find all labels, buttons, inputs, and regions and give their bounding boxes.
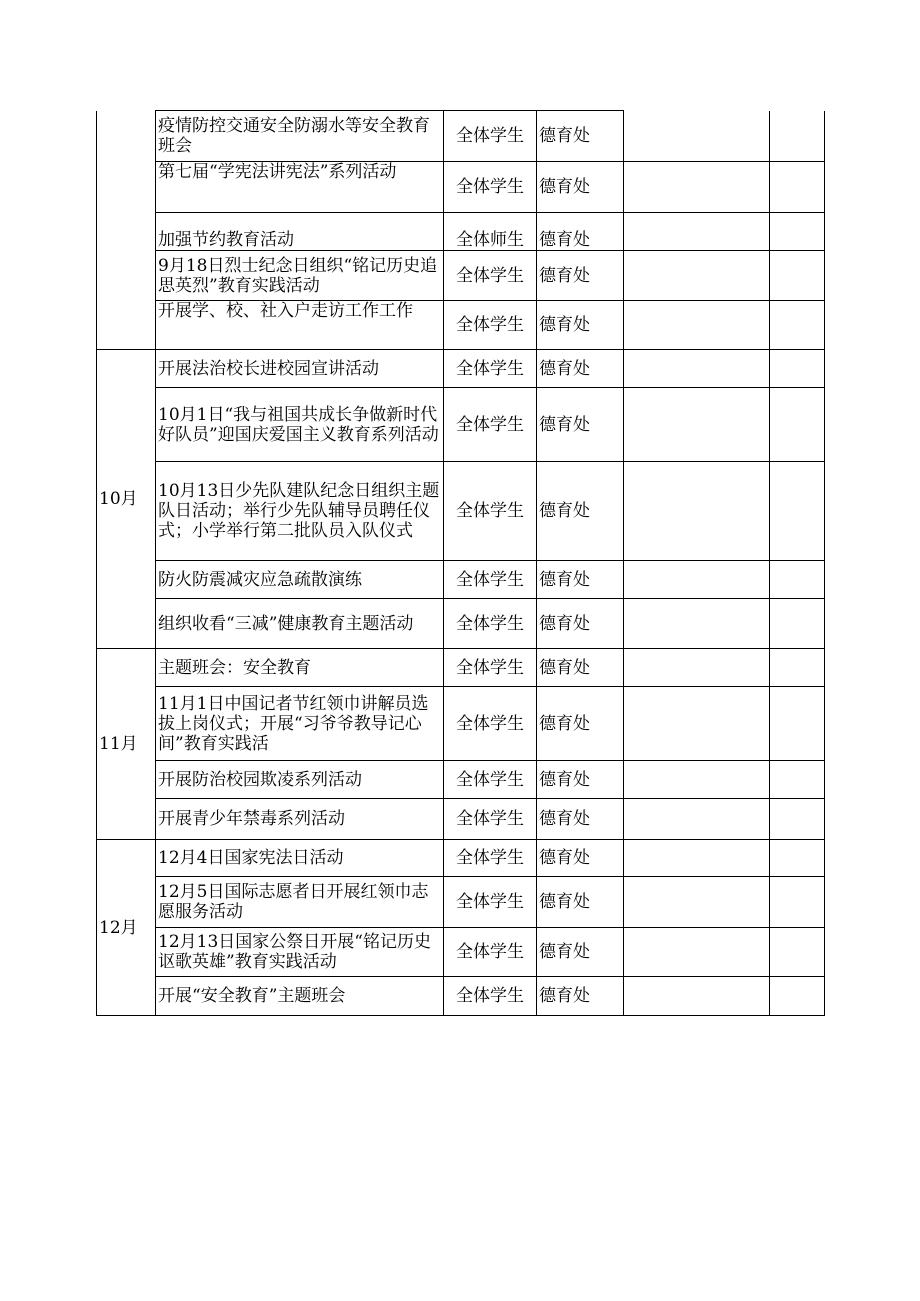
month-cell: 11月 xyxy=(97,649,156,840)
table-row xyxy=(97,928,825,977)
empty-cell xyxy=(770,649,825,687)
empty-cell xyxy=(770,561,825,599)
activity-cell: 主题班会：安全教育 xyxy=(156,649,444,687)
activity-cell: 10月13日少先队建队纪念日组织主题队日活动；举行少先队辅导员聘任仪式；小学举行第二批队员入队仪式 xyxy=(156,462,444,561)
empty-cell xyxy=(770,761,825,799)
dept-cell: 德育处 xyxy=(537,301,624,350)
target-cell: 全体学生 xyxy=(444,977,537,1016)
activity-cell: 防火防震减灾应急疏散演练 xyxy=(156,561,444,599)
empty-cell xyxy=(624,799,770,840)
empty-cell xyxy=(770,599,825,649)
target-cell: 全体学生 xyxy=(444,462,537,561)
empty-cell xyxy=(624,350,770,388)
table-row xyxy=(97,388,825,462)
activity-cell: 开展法治校长进校园宣讲活动 xyxy=(156,350,444,388)
table-row xyxy=(97,977,825,1016)
empty-cell xyxy=(770,111,825,162)
empty-cell xyxy=(624,111,770,162)
target-cell: 全体师生 xyxy=(444,213,537,251)
dept-cell: 德育处 xyxy=(537,877,624,928)
empty-cell xyxy=(770,350,825,388)
empty-cell xyxy=(624,928,770,977)
dept-cell: 德育处 xyxy=(537,840,624,877)
dept-cell: 德育处 xyxy=(537,928,624,977)
table-row xyxy=(97,301,825,350)
table-row xyxy=(97,561,825,599)
activity-cell: 12月13日国家公祭日开展“铭记历史讴歌英雄”教育实践活动 xyxy=(156,928,444,977)
empty-cell xyxy=(624,761,770,799)
table-row xyxy=(97,251,825,301)
empty-cell xyxy=(770,799,825,840)
empty-cell xyxy=(624,561,770,599)
target-cell: 全体学生 xyxy=(444,350,537,388)
target-cell: 全体学生 xyxy=(444,877,537,928)
activity-cell: 开展青少年禁毒系列活动 xyxy=(156,799,444,840)
table-row xyxy=(97,111,825,162)
dept-cell: 德育处 xyxy=(537,599,624,649)
empty-cell xyxy=(624,213,770,251)
empty-cell xyxy=(770,251,825,301)
empty-cell xyxy=(624,301,770,350)
table-row xyxy=(97,687,825,761)
table-row xyxy=(97,761,825,799)
activity-cell: 第七届“学宪法讲宪法”系列活动 xyxy=(156,162,444,213)
empty-cell xyxy=(624,162,770,213)
dept-cell: 德育处 xyxy=(537,251,624,301)
target-cell: 全体学生 xyxy=(444,649,537,687)
target-cell: 全体学生 xyxy=(444,111,537,162)
empty-cell xyxy=(770,388,825,462)
activity-cell: 11月1日中国记者节红领巾讲解员选拔上岗仪式；开展“习爷爷教导记心间”教育实践活 xyxy=(156,687,444,761)
empty-cell xyxy=(624,877,770,928)
dept-cell: 德育处 xyxy=(537,977,624,1016)
activity-schedule-table xyxy=(96,110,825,1016)
table-row xyxy=(97,649,825,687)
empty-cell xyxy=(770,877,825,928)
activity-cell: 9月18日烈士纪念日组织“铭记历史追思英烈”教育实践活动 xyxy=(156,251,444,301)
table-row xyxy=(97,162,825,213)
table-row xyxy=(97,799,825,840)
target-cell: 全体学生 xyxy=(444,162,537,213)
target-cell: 全体学生 xyxy=(444,687,537,761)
empty-cell xyxy=(624,649,770,687)
target-cell: 全体学生 xyxy=(444,388,537,462)
dept-cell: 德育处 xyxy=(537,761,624,799)
activity-cell: 加强节约教育活动 xyxy=(156,213,444,251)
dept-cell: 德育处 xyxy=(537,388,624,462)
target-cell: 全体学生 xyxy=(444,251,537,301)
dept-cell: 德育处 xyxy=(537,213,624,251)
empty-cell xyxy=(770,977,825,1016)
table-row xyxy=(97,462,825,561)
target-cell: 全体学生 xyxy=(444,599,537,649)
target-cell: 全体学生 xyxy=(444,561,537,599)
empty-cell xyxy=(770,162,825,213)
dept-cell: 德育处 xyxy=(537,561,624,599)
empty-cell xyxy=(624,687,770,761)
activity-cell: 组织收看“三减”健康教育主题活动 xyxy=(156,599,444,649)
dept-cell: 德育处 xyxy=(537,350,624,388)
activity-cell: 疫情防控交通安全防溺水等安全教育班会 xyxy=(156,111,444,162)
target-cell: 全体学生 xyxy=(444,761,537,799)
empty-cell xyxy=(624,462,770,561)
target-cell: 全体学生 xyxy=(444,840,537,877)
table-row xyxy=(97,213,825,251)
month-cell: 10月 xyxy=(97,350,156,649)
dept-cell: 德育处 xyxy=(537,162,624,213)
dept-cell: 德育处 xyxy=(537,799,624,840)
dept-cell: 德育处 xyxy=(537,687,624,761)
empty-cell xyxy=(770,928,825,977)
dept-cell: 德育处 xyxy=(537,649,624,687)
table-row xyxy=(97,599,825,649)
table-row xyxy=(97,840,825,877)
activity-cell: 开展学、校、社入户走访工作工作 xyxy=(156,301,444,350)
activity-cell: 10月1日“我与祖国共成长争做新时代好队员”迎国庆爱国主义教育系列活动 xyxy=(156,388,444,462)
empty-cell xyxy=(770,301,825,350)
target-cell: 全体学生 xyxy=(444,301,537,350)
empty-cell xyxy=(770,213,825,251)
dept-cell: 德育处 xyxy=(537,111,624,162)
table-row xyxy=(97,877,825,928)
empty-cell xyxy=(770,687,825,761)
month-cell xyxy=(97,111,156,350)
activity-cell: 开展“安全教育”主题班会 xyxy=(156,977,444,1016)
empty-cell xyxy=(624,840,770,877)
empty-cell xyxy=(624,251,770,301)
empty-cell xyxy=(770,462,825,561)
table-row xyxy=(97,350,825,388)
activity-cell: 12月4日国家宪法日活动 xyxy=(156,840,444,877)
activity-cell: 开展防治校园欺凌系列活动 xyxy=(156,761,444,799)
target-cell: 全体学生 xyxy=(444,799,537,840)
empty-cell xyxy=(624,388,770,462)
dept-cell: 德育处 xyxy=(537,462,624,561)
empty-cell xyxy=(624,977,770,1016)
empty-cell xyxy=(770,840,825,877)
empty-cell xyxy=(624,599,770,649)
activity-cell: 12月5日国际志愿者日开展红领巾志愿服务活动 xyxy=(156,877,444,928)
target-cell: 全体学生 xyxy=(444,928,537,977)
month-cell: 12月 xyxy=(97,840,156,1016)
